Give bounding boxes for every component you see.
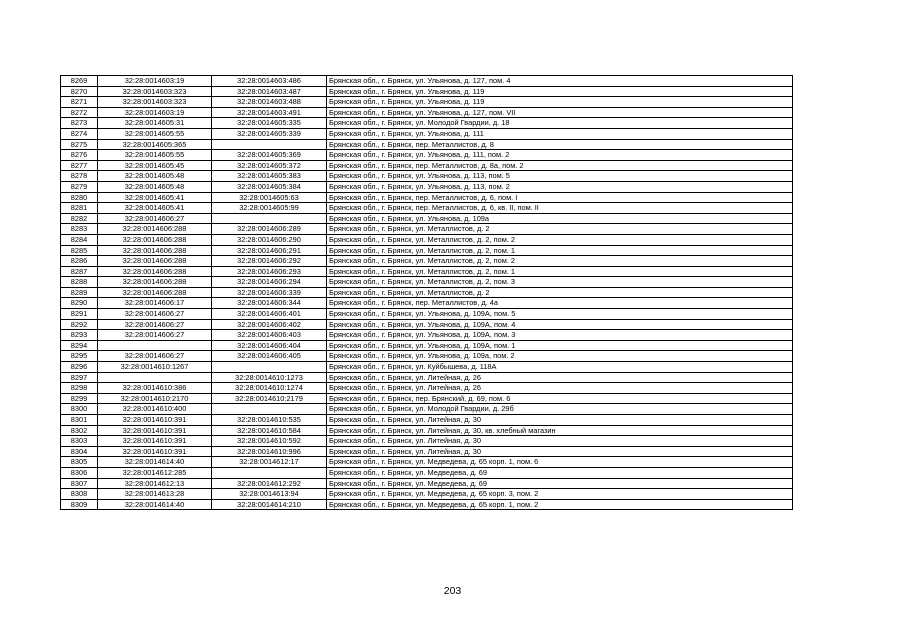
address-cell: Брянская обл., г. Брянск, пер. Металлистов, д. 8а, пом. 2 [327, 160, 793, 171]
parcel-cadastral-number-cell: 32:28:0014603:19 [98, 107, 212, 118]
parcel-cadastral-number-cell: 32:28:0014606:288 [98, 266, 212, 277]
table-row [61, 128, 793, 139]
address-cell: Брянская обл., г. Брянск, ул. Ульянова, д. 109а [327, 213, 793, 224]
row-number-cell: 8308 [61, 489, 98, 500]
object-cadastral-number-cell: 32:28:0014614:210 [212, 499, 327, 510]
object-cadastral-number-cell: 32:28:0014610:2179 [212, 393, 327, 404]
row-number-cell: 8297 [61, 372, 98, 383]
table-row [61, 446, 793, 457]
address-cell: Брянская обл., г. Брянск, ул. Ульянова, д. 109А, пом. 1 [327, 340, 793, 351]
address-cell: Брянская обл., г. Брянск, ул. Литейная, д. 30, кв. хлебный магазин [327, 425, 793, 436]
address-cell: Брянская обл., г. Брянск, ул. Медведева, д. 69 [327, 467, 793, 478]
object-cadastral-number-cell: 32:28:0014605:372 [212, 160, 327, 171]
row-number-cell: 8299 [61, 393, 98, 404]
row-number-cell: 8307 [61, 478, 98, 489]
parcel-cadastral-number-cell: 32:28:0014614:40 [98, 457, 212, 468]
object-cadastral-number-cell [212, 404, 327, 415]
address-cell: Брянская обл., г. Брянск, пер. Металлистов, д. 6, кв. II, пом. II [327, 203, 793, 214]
object-cadastral-number-cell: 32:28:0014606:405 [212, 351, 327, 362]
row-number-cell: 8275 [61, 139, 98, 150]
address-cell: Брянская обл., г. Брянск, ул. Литейная, д. 30 [327, 415, 793, 426]
row-number-cell: 8277 [61, 160, 98, 171]
parcel-cadastral-number-cell: 32:28:0014606:288 [98, 234, 212, 245]
address-cell: Брянская обл., г. Брянск, ул. Металлистов, д. 2 [327, 224, 793, 235]
address-cell: Брянская обл., г. Брянск, ул. Медведева, д. 69 [327, 478, 793, 489]
table-row [61, 86, 793, 97]
parcel-cadastral-number-cell: 32:28:0014612:285 [98, 467, 212, 478]
row-number-cell: 8271 [61, 97, 98, 108]
table-row [61, 499, 793, 510]
row-number-cell: 8303 [61, 436, 98, 447]
parcel-cadastral-number-cell: 32:28:0014610:2170 [98, 393, 212, 404]
object-cadastral-number-cell: 32:28:0014603:488 [212, 97, 327, 108]
object-cadastral-number-cell: 32:28:0014610:1274 [212, 383, 327, 394]
address-cell: Брянская обл., г. Брянск, ул. Литейная, д. 26 [327, 383, 793, 394]
table-row [61, 467, 793, 478]
object-cadastral-number-cell [212, 467, 327, 478]
object-cadastral-number-cell: 32:28:0014606:403 [212, 330, 327, 341]
address-cell: Брянская обл., г. Брянск, пер. Металлистов, д. 6, пом. I [327, 192, 793, 203]
object-cadastral-number-cell: 32:28:0014606:289 [212, 224, 327, 235]
table-row [61, 107, 793, 118]
address-cell: Брянская обл., г. Брянск, ул. Молодой Гвардии, д. 29б [327, 404, 793, 415]
address-cell: Брянская обл., г. Брянск, ул. Ульянова, д. 119 [327, 86, 793, 97]
table-row [61, 425, 793, 436]
table-row [61, 118, 793, 129]
object-cadastral-number-cell: 32:28:0014606:339 [212, 287, 327, 298]
address-cell: Брянская обл., г. Брянск, пер. Металлистов, д. 4а [327, 298, 793, 309]
object-cadastral-number-cell: 32:28:0014605:99 [212, 203, 327, 214]
parcel-cadastral-number-cell: 32:28:0014605:48 [98, 171, 212, 182]
address-cell: Брянская обл., г. Брянск, ул. Металлистов, д. 2 [327, 287, 793, 298]
row-number-cell: 8284 [61, 234, 98, 245]
table-row [61, 362, 793, 373]
object-cadastral-number-cell: 32:28:0014610:584 [212, 425, 327, 436]
object-cadastral-number-cell: 32:28:0014610:535 [212, 415, 327, 426]
address-cell: Брянская обл., г. Брянск, ул. Ульянова, д. 109а, пом. 2 [327, 351, 793, 362]
table-row [61, 287, 793, 298]
row-number-cell: 8292 [61, 319, 98, 330]
address-cell: Брянская обл., г. Брянск, ул. Металлистов, д. 2, пом. 3 [327, 277, 793, 288]
parcel-cadastral-number-cell: 32:28:0014606:17 [98, 298, 212, 309]
parcel-cadastral-number-cell: 32:28:0014606:288 [98, 245, 212, 256]
address-cell: Брянская обл., г. Брянск, ул. Куйбышева, д. 118А [327, 362, 793, 373]
parcel-cadastral-number-cell: 32:28:0014605:365 [98, 139, 212, 150]
address-cell: Брянская обл., г. Брянск, ул. Литейная, д. 30 [327, 446, 793, 457]
row-number-cell: 8291 [61, 309, 98, 320]
parcel-cadastral-number-cell: 32:28:0014610:1267 [98, 362, 212, 373]
object-cadastral-number-cell: 32:28:0014606:293 [212, 266, 327, 277]
row-number-cell: 8281 [61, 203, 98, 214]
table-row [61, 150, 793, 161]
address-cell: Брянская обл., г. Брянск, ул. Ульянова, д. 111, пом. 2 [327, 150, 793, 161]
table-row [61, 351, 793, 362]
row-number-cell: 8289 [61, 287, 98, 298]
parcel-cadastral-number-cell: 32:28:0014605:41 [98, 192, 212, 203]
parcel-cadastral-number-cell: 32:28:0014610:391 [98, 436, 212, 447]
table-row [61, 436, 793, 447]
object-cadastral-number-cell: 32:28:0014606:401 [212, 309, 327, 320]
address-cell: Брянская обл., г. Брянск, ул. Ульянова, д. 111 [327, 128, 793, 139]
row-number-cell: 8298 [61, 383, 98, 394]
address-cell: Брянская обл., г. Брянск, ул. Ульянова, д. 119 [327, 97, 793, 108]
object-cadastral-number-cell: 32:28:0014605:383 [212, 171, 327, 182]
row-number-cell: 8305 [61, 457, 98, 468]
row-number-cell: 8290 [61, 298, 98, 309]
object-cadastral-number-cell: 32:28:0014606:290 [212, 234, 327, 245]
object-cadastral-number-cell: 32:28:0014603:486 [212, 76, 327, 87]
address-cell: Брянская обл., г. Брянск, ул. Литейная, д. 30 [327, 436, 793, 447]
object-cadastral-number-cell: 32:28:0014606:404 [212, 340, 327, 351]
address-cell: Брянская обл., г. Брянск, ул. Молодой Гвардии, д. 18 [327, 118, 793, 129]
object-cadastral-number-cell: 32:28:0014606:291 [212, 245, 327, 256]
object-cadastral-number-cell: 32:28:0014605:335 [212, 118, 327, 129]
table-row [61, 213, 793, 224]
table-row [61, 330, 793, 341]
object-cadastral-number-cell: 32:28:0014610:996 [212, 446, 327, 457]
row-number-cell: 8282 [61, 213, 98, 224]
table-row [61, 340, 793, 351]
parcel-cadastral-number-cell: 32:28:0014603:323 [98, 97, 212, 108]
object-cadastral-number-cell: 32:28:0014612:17 [212, 457, 327, 468]
table-row [61, 309, 793, 320]
parcel-cadastral-number-cell: 32:28:0014606:27 [98, 213, 212, 224]
row-number-cell: 8287 [61, 266, 98, 277]
table-row [61, 457, 793, 468]
address-cell: Брянская обл., г. Брянск, ул. Медведева, д. 65 корп. 1, пом. 2 [327, 499, 793, 510]
address-cell: Брянская обл., г. Брянск, ул. Ульянова, д. 109А, пом. 5 [327, 309, 793, 320]
table-row [61, 171, 793, 182]
table-body [61, 76, 793, 510]
row-number-cell: 8272 [61, 107, 98, 118]
row-number-cell: 8285 [61, 245, 98, 256]
row-number-cell: 8309 [61, 499, 98, 510]
parcel-cadastral-number-cell: 32:28:0014606:288 [98, 224, 212, 235]
parcel-cadastral-number-cell: 32:28:0014603:19 [98, 76, 212, 87]
parcel-cadastral-number-cell: 32:28:0014613:28 [98, 489, 212, 500]
parcel-cadastral-number-cell: 32:28:0014614:40 [98, 499, 212, 510]
object-cadastral-number-cell [212, 213, 327, 224]
row-number-cell: 8270 [61, 86, 98, 97]
row-number-cell: 8273 [61, 118, 98, 129]
object-cadastral-number-cell: 32:28:0014612:292 [212, 478, 327, 489]
object-cadastral-number-cell: 32:28:0014603:487 [212, 86, 327, 97]
parcel-cadastral-number-cell: 32:28:0014610:400 [98, 404, 212, 415]
object-cadastral-number-cell: 32:28:0014606:292 [212, 256, 327, 267]
table-row [61, 415, 793, 426]
row-number-cell: 8300 [61, 404, 98, 415]
row-number-cell: 8279 [61, 181, 98, 192]
address-cell: Брянская обл., г. Брянск, ул. Медведева, д. 65 корп. 1, пом. 6 [327, 457, 793, 468]
table-row [61, 139, 793, 150]
object-cadastral-number-cell: 32:28:0014606:344 [212, 298, 327, 309]
parcel-cadastral-number-cell: 32:28:0014605:31 [98, 118, 212, 129]
table-row [61, 478, 793, 489]
table-row [61, 160, 793, 171]
parcel-cadastral-number-cell: 32:28:0014605:48 [98, 181, 212, 192]
row-number-cell: 8295 [61, 351, 98, 362]
table-row [61, 393, 793, 404]
row-number-cell: 8286 [61, 256, 98, 267]
row-number-cell: 8294 [61, 340, 98, 351]
address-cell: Брянская обл., г. Брянск, ул. Литейная, д. 26 [327, 372, 793, 383]
row-number-cell: 8274 [61, 128, 98, 139]
address-cell: Брянская обл., г. Брянск, пер. Металлистов, д. 8 [327, 139, 793, 150]
parcel-cadastral-number-cell: 32:28:0014610:386 [98, 383, 212, 394]
row-number-cell: 8301 [61, 415, 98, 426]
parcel-cadastral-number-cell: 32:28:0014606:27 [98, 330, 212, 341]
row-number-cell: 8302 [61, 425, 98, 436]
table-row [61, 76, 793, 87]
address-cell: Брянская обл., г. Брянск, ул. Ульянова, д. 113, пом. 5 [327, 171, 793, 182]
row-number-cell: 8269 [61, 76, 98, 87]
object-cadastral-number-cell: 32:28:0014610:592 [212, 436, 327, 447]
parcel-cadastral-number-cell: 32:28:0014610:391 [98, 446, 212, 457]
parcel-cadastral-number-cell: 32:28:0014603:323 [98, 86, 212, 97]
parcel-cadastral-number-cell: 32:28:0014605:55 [98, 150, 212, 161]
address-cell: Брянская обл., г. Брянск, пер. Брянский, д. 69, пом. 6 [327, 393, 793, 404]
object-cadastral-number-cell: 32:28:0014603:491 [212, 107, 327, 118]
address-cell: Брянская обл., г. Брянск, ул. Ульянова, д. 113, пом. 2 [327, 181, 793, 192]
table-row [61, 319, 793, 330]
parcel-cadastral-number-cell: 32:28:0014612:13 [98, 478, 212, 489]
table-row [61, 97, 793, 108]
address-cell: Брянская обл., г. Брянск, ул. Металлистов, д. 2, пом. 2 [327, 234, 793, 245]
address-cell: Брянская обл., г. Брянск, ул. Металлистов, д. 2, пом. 1 [327, 245, 793, 256]
table-row [61, 181, 793, 192]
table-row [61, 256, 793, 267]
object-cadastral-number-cell: 32:28:0014606:294 [212, 277, 327, 288]
parcel-cadastral-number-cell [98, 372, 212, 383]
table-row [61, 277, 793, 288]
parcel-cadastral-number-cell: 32:28:0014606:288 [98, 256, 212, 267]
address-cell: Брянская обл., г. Брянск, ул. Ульянова, д. 127, пом. 4 [327, 76, 793, 87]
object-cadastral-number-cell: 32:28:0014610:1273 [212, 372, 327, 383]
parcel-cadastral-number-cell: 32:28:0014606:27 [98, 319, 212, 330]
table-row [61, 404, 793, 415]
address-cell: Брянская обл., г. Брянск, ул. Ульянова, д. 109А, пом. 4 [327, 319, 793, 330]
table-row [61, 383, 793, 394]
table-row [61, 234, 793, 245]
table-row [61, 298, 793, 309]
object-cadastral-number-cell: 32:28:0014606:402 [212, 319, 327, 330]
row-number-cell: 8293 [61, 330, 98, 341]
object-cadastral-number-cell: 32:28:0014605:369 [212, 150, 327, 161]
object-cadastral-number-cell: 32:28:0014613:94 [212, 489, 327, 500]
row-number-cell: 8288 [61, 277, 98, 288]
row-number-cell: 8283 [61, 224, 98, 235]
row-number-cell: 8304 [61, 446, 98, 457]
address-cell: Брянская обл., г. Брянск, ул. Металлистов, д. 2, пом. 2 [327, 256, 793, 267]
parcel-cadastral-number-cell [98, 340, 212, 351]
table-row [61, 489, 793, 500]
object-cadastral-number-cell: 32:28:0014605:63 [212, 192, 327, 203]
parcel-cadastral-number-cell: 32:28:0014610:391 [98, 425, 212, 436]
table-row [61, 203, 793, 214]
parcel-cadastral-number-cell: 32:28:0014606:27 [98, 351, 212, 362]
parcel-cadastral-number-cell: 32:28:0014605:41 [98, 203, 212, 214]
row-number-cell: 8296 [61, 362, 98, 373]
parcel-cadastral-number-cell: 32:28:0014610:391 [98, 415, 212, 426]
table-row [61, 192, 793, 203]
table-row [61, 266, 793, 277]
parcel-cadastral-number-cell: 32:28:0014606:288 [98, 287, 212, 298]
parcel-cadastral-number-cell: 32:28:0014605:45 [98, 160, 212, 171]
row-number-cell: 8276 [61, 150, 98, 161]
object-cadastral-number-cell [212, 139, 327, 150]
row-number-cell: 8306 [61, 467, 98, 478]
address-cell: Брянская обл., г. Брянск, ул. Ульянова, д. 109А, пом. 3 [327, 330, 793, 341]
parcel-cadastral-number-cell: 32:28:0014605:55 [98, 128, 212, 139]
address-cell: Брянская обл., г. Брянск, ул. Ульянова, д. 127, пом. VII [327, 107, 793, 118]
table-row [61, 372, 793, 383]
object-cadastral-number-cell: 32:28:0014605:384 [212, 181, 327, 192]
object-cadastral-number-cell: 32:28:0014605:339 [212, 128, 327, 139]
table-row [61, 245, 793, 256]
property-register-table [60, 75, 793, 510]
address-cell: Брянская обл., г. Брянск, ул. Медведева, д. 65 корп. 3, пом. 2 [327, 489, 793, 500]
object-cadastral-number-cell [212, 362, 327, 373]
table-row [61, 224, 793, 235]
row-number-cell: 8280 [61, 192, 98, 203]
parcel-cadastral-number-cell: 32:28:0014606:288 [98, 277, 212, 288]
parcel-cadastral-number-cell: 32:28:0014606:27 [98, 309, 212, 320]
row-number-cell: 8278 [61, 171, 98, 182]
address-cell: Брянская обл., г. Брянск, ул. Металлистов, д. 2, пом. 1 [327, 266, 793, 277]
page-number: 203 [443, 585, 462, 597]
